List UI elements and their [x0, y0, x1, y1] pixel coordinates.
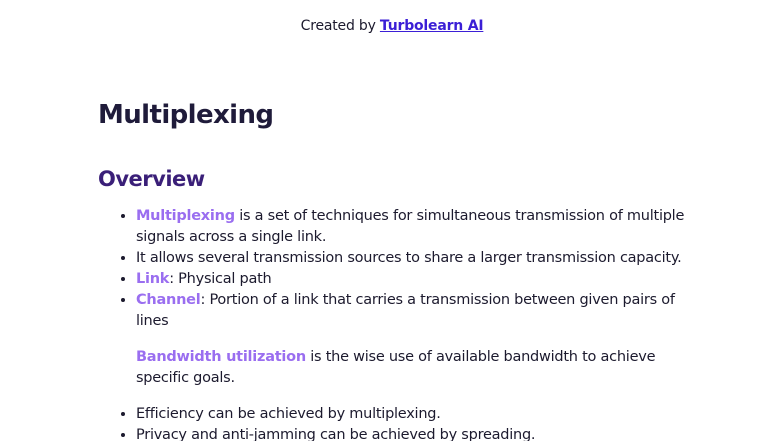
page-title: Multiplexing — [98, 100, 274, 130]
list-item-channel — [136, 290, 698, 332]
paragraph-text: is the wise use of available bandwidth to achieve specific goals. — [136, 349, 656, 386]
list-item-link — [136, 269, 698, 290]
list-item-text: Efficiency can be achieved by multiplexing. — [136, 406, 441, 422]
credit-prefix: Created by — [300, 18, 380, 34]
term-multiplexing: Multiplexing — [136, 208, 235, 224]
term-link: Link — [136, 271, 170, 287]
document-body — [98, 96, 698, 441]
list-item-multiplexing — [136, 206, 698, 248]
list-item-privacy — [136, 425, 698, 441]
bandwidth-list — [98, 404, 698, 441]
list-item-text: is a set of techniques for simultaneous transmission of multiple signals across a single link. — [136, 208, 685, 245]
list-item-sharing — [136, 248, 698, 269]
turbolearn-link[interactable]: Turbolearn AI — [379, 18, 484, 34]
list-item-text: : Physical path — [169, 271, 272, 287]
term-channel: Channel — [136, 292, 201, 308]
credit-line — [0, 18, 784, 34]
list-item-efficiency — [136, 404, 698, 425]
overview-list — [98, 206, 698, 332]
bandwidth-paragraph — [136, 347, 698, 389]
section-heading-overview: Overview — [98, 167, 205, 191]
list-item-text: : Portion of a link that carries a transmission between given pairs of lines — [136, 292, 675, 329]
term-bandwidth-utilization: Bandwidth utilization — [136, 349, 306, 365]
list-item-text: Privacy and anti-jamming can be achieved by spreading. — [136, 427, 536, 441]
list-item-text: It allows several transmission sources to share a larger transmission capacity. — [136, 250, 682, 266]
